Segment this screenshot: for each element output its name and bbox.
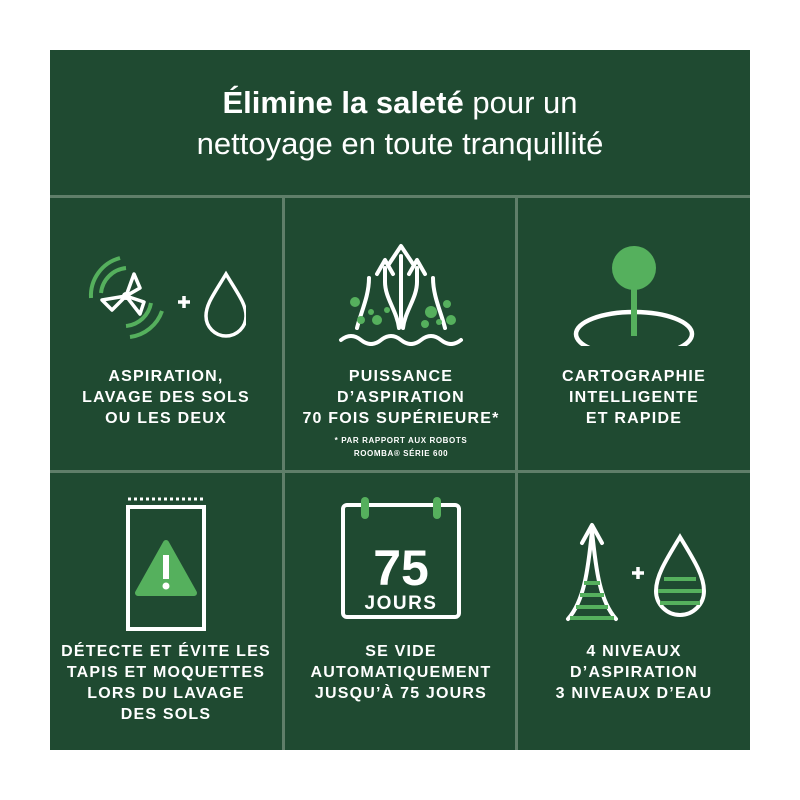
caption-line: D’ASPIRATION bbox=[570, 664, 698, 681]
feature-cell-cleaning-mode bbox=[50, 198, 282, 472]
suction-arrows-icon bbox=[321, 216, 481, 346]
calendar-unit: JOURS bbox=[364, 593, 438, 614]
feature-panel bbox=[50, 50, 750, 750]
feature-cell-levels bbox=[518, 473, 750, 747]
headline-bold-text: Élimine la saleté bbox=[222, 84, 464, 120]
feature-caption bbox=[50, 366, 282, 429]
caption-line: ASPIRATION, bbox=[108, 368, 224, 385]
feature-caption bbox=[285, 366, 517, 429]
headline-line-2: nettoyage en toute tranquillité bbox=[196, 125, 604, 161]
caption-line: ET RAPIDE bbox=[585, 410, 683, 427]
headline bbox=[50, 50, 750, 195]
levels-icon bbox=[554, 491, 714, 631]
headline-line-1 bbox=[223, 82, 578, 123]
footnote-line: ROOMBA® SÉRIE 600 bbox=[353, 449, 449, 458]
feature-cell-auto-empty bbox=[285, 473, 517, 747]
feature-caption bbox=[518, 641, 750, 704]
caption-line: INTELLIGENTE bbox=[569, 389, 699, 406]
caption-line: 70 FOIS SUPÉRIEURE* bbox=[302, 410, 500, 427]
feature-caption bbox=[518, 366, 750, 429]
caption-line: 4 NIVEAUX bbox=[586, 643, 682, 660]
map-pin-icon bbox=[554, 216, 714, 346]
caption-line: D’ASPIRATION bbox=[337, 389, 465, 406]
caption-line: AUTOMATIQUEMENT bbox=[310, 664, 492, 681]
caption-line: PUISSANCE bbox=[348, 368, 454, 385]
carpet-warning-icon bbox=[86, 491, 246, 631]
caption-line: DES SOLS bbox=[120, 706, 212, 723]
caption-line: SE VIDE bbox=[365, 643, 437, 660]
caption-line: DÉTECTE ET ÉVITE LES bbox=[61, 643, 271, 660]
caption-line: CARTOGRAPHIE bbox=[562, 368, 706, 385]
feature-caption bbox=[50, 641, 282, 725]
footnote bbox=[285, 434, 517, 460]
headline-rest-text: pour un bbox=[463, 84, 578, 120]
caption-line: LORS DU LAVAGE bbox=[87, 685, 245, 702]
feature-caption bbox=[285, 641, 517, 704]
calendar-icon bbox=[321, 491, 481, 631]
caption-line: 3 NIVEAUX D’EAU bbox=[555, 685, 713, 702]
footnote-line: * PAR RAPPORT AUX ROBOTS bbox=[334, 436, 468, 445]
caption-line: OU LES DEUX bbox=[105, 410, 227, 427]
fan-plus-drop-icon bbox=[86, 216, 246, 346]
caption-line: TAPIS ET MOQUETTES bbox=[66, 664, 266, 681]
feature-cell-mapping bbox=[518, 198, 750, 472]
calendar-number: 75 bbox=[373, 540, 429, 596]
feature-cell-carpet-detection bbox=[50, 473, 282, 747]
feature-cell-suction-power bbox=[285, 198, 517, 472]
caption-line: LAVAGE DES SOLS bbox=[82, 389, 250, 406]
caption-line: JUSQU’À 75 JOURS bbox=[314, 685, 488, 702]
